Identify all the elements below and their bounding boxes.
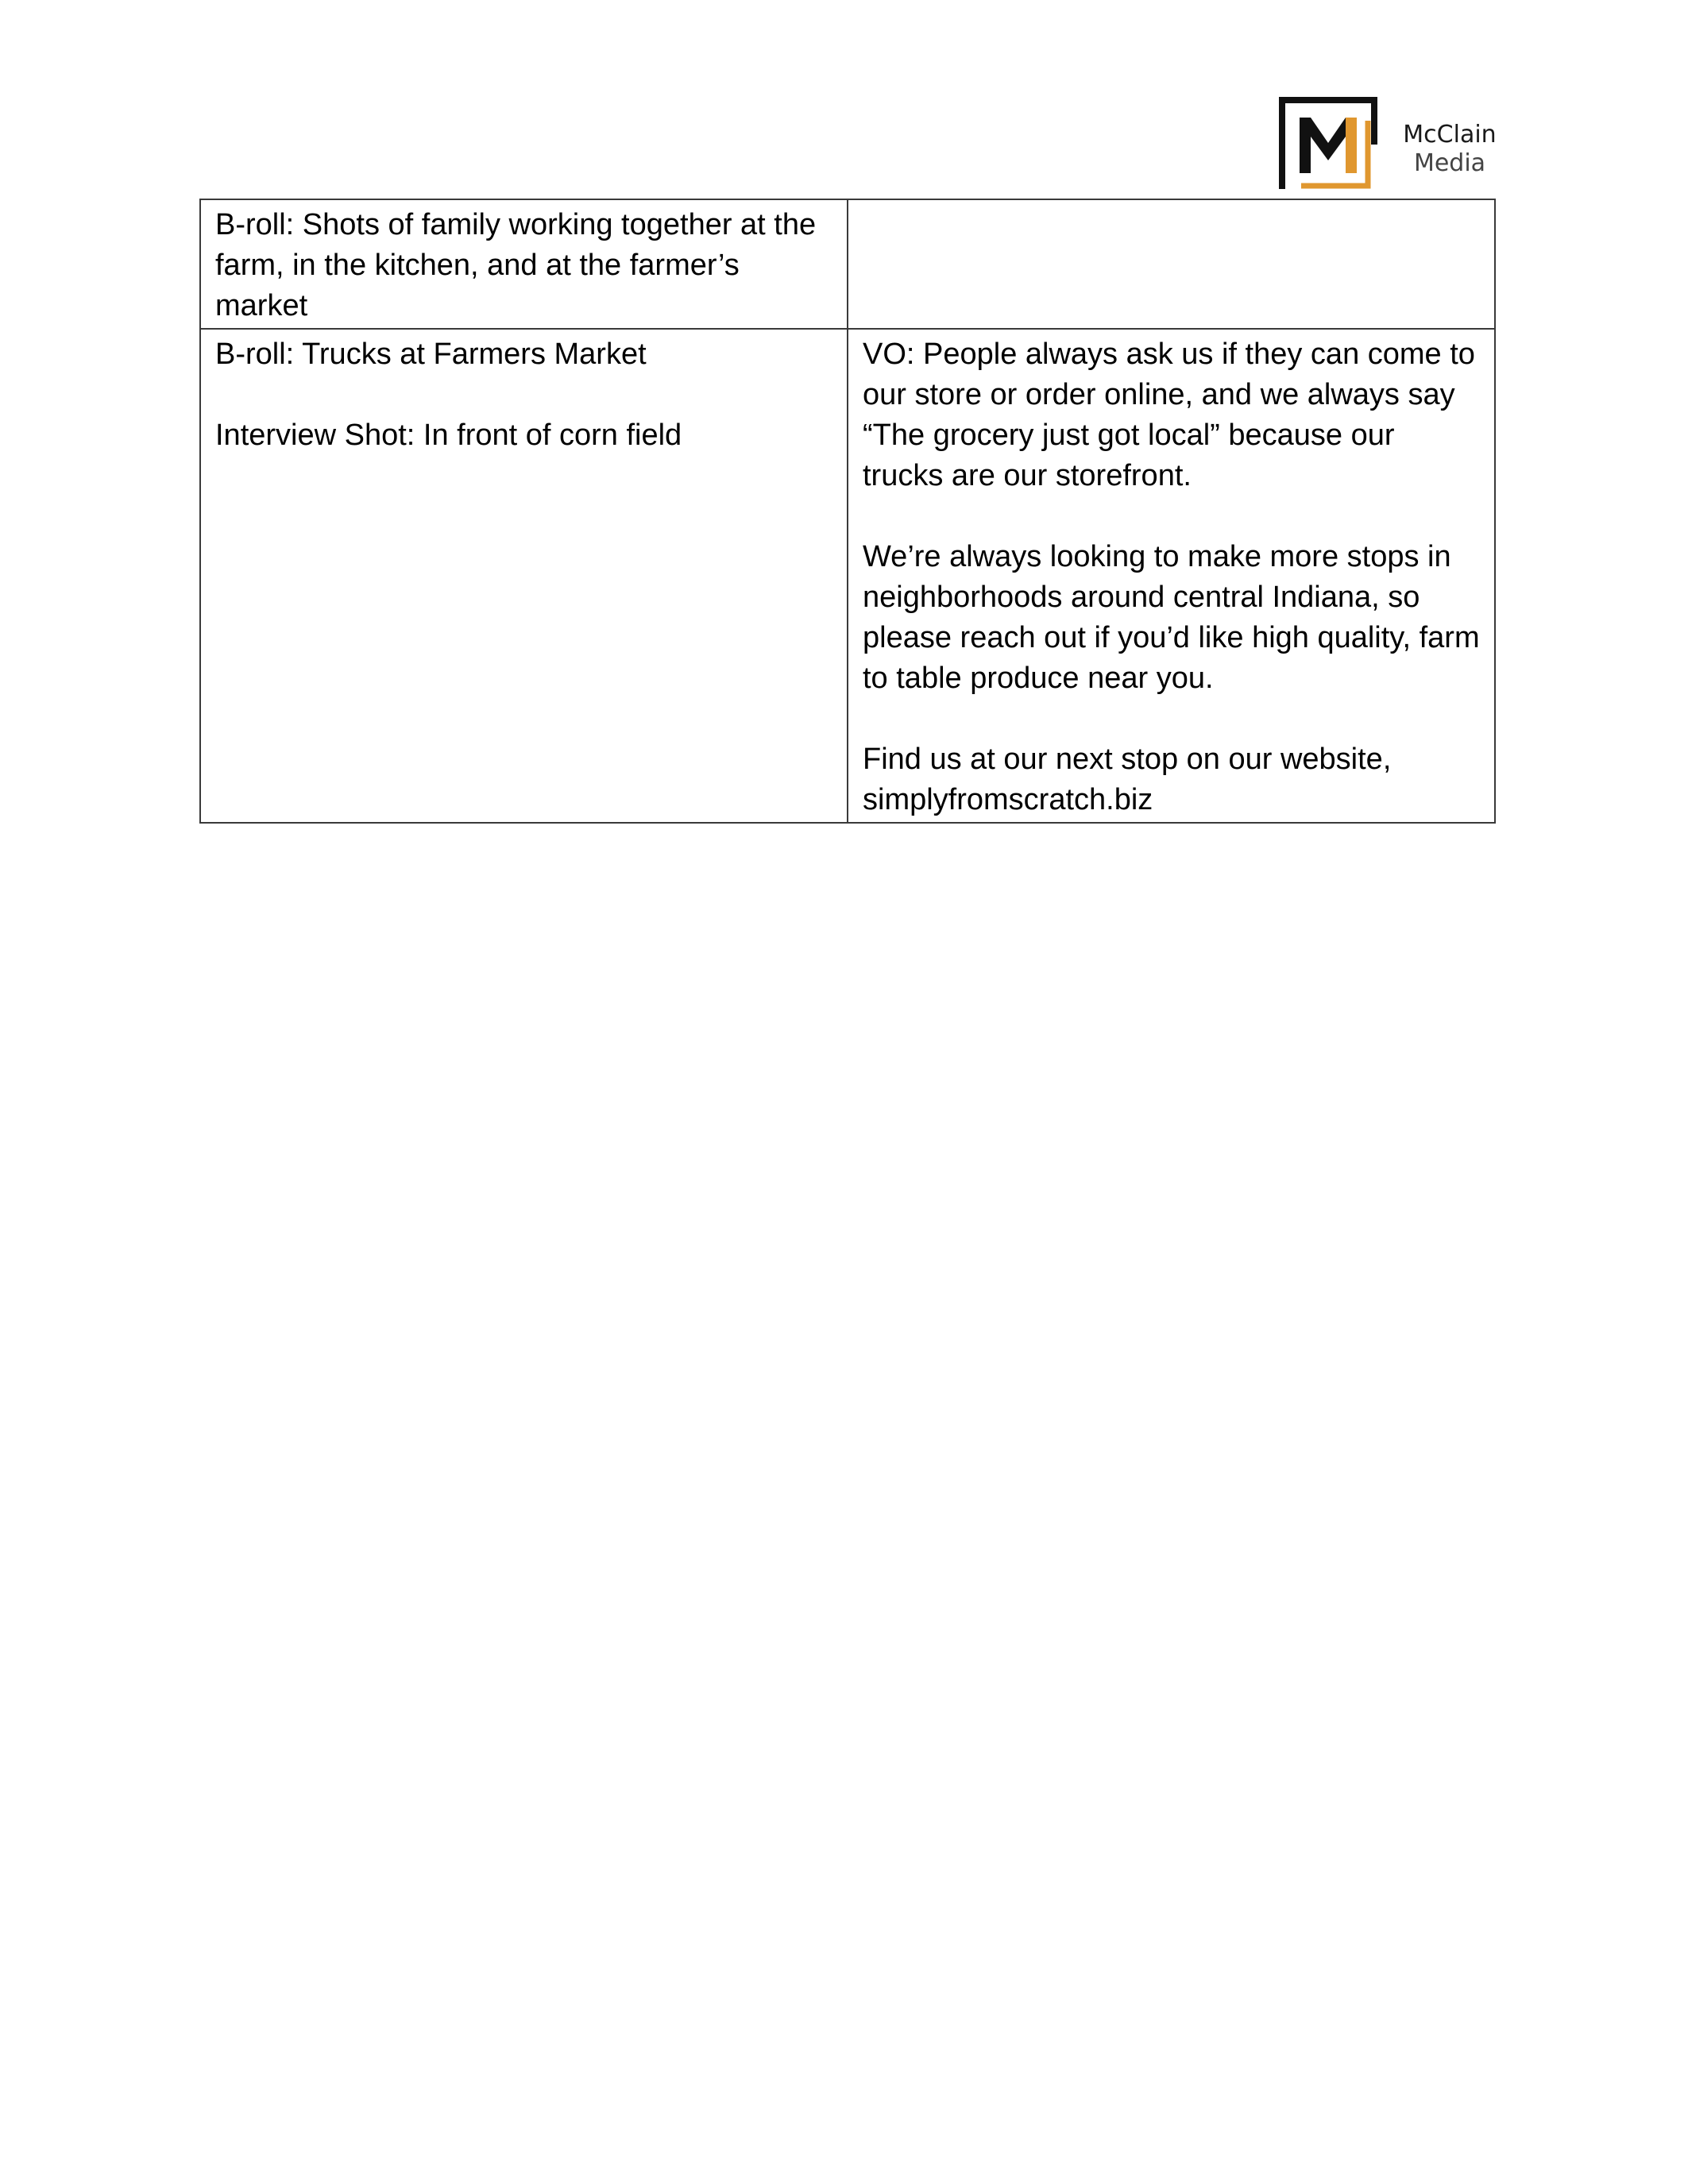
visual-text: B-roll: Trucks at Farmers Market — [215, 338, 647, 371]
voiceover-text: We’re always looking to make more stops in neighborhoods around central Indiana, so please reach out if you’d like high quality, farm to table produce near you. — [863, 540, 1489, 695]
visual-text: B-roll: Shots of family working together at the farm, in the kitchen, and at the farmer’s market — [215, 208, 825, 322]
logo-wordmark — [1398, 121, 1501, 178]
audio-cell — [848, 329, 1495, 823]
voiceover-text: VO: People always ask us if they can come to our store or order online, and we always say “The grocery just got local” because our trucks are our storefront. — [863, 338, 1484, 492]
visual-cell — [200, 329, 848, 823]
visual-text: Interview Shot: In front of corn field — [215, 419, 682, 452]
visual-cell — [200, 199, 848, 329]
script-table — [199, 199, 1496, 824]
table-row — [200, 199, 1495, 329]
mcclain-media-logo — [1279, 97, 1501, 195]
logo-text-mcclain: McClain — [1403, 121, 1497, 149]
m-logo-icon — [1279, 97, 1377, 192]
table-row — [200, 329, 1495, 823]
audio-cell — [848, 199, 1495, 329]
voiceover-text: Find us at our next stop on our website, simplyfromscratch.biz — [863, 743, 1400, 816]
logo-text-media: Media — [1413, 149, 1486, 177]
